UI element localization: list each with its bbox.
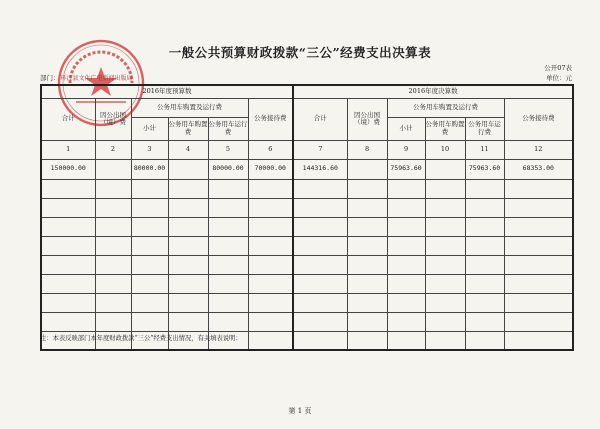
budget-abroad-header: 因公出国（境）费	[95, 98, 131, 140]
table-cell: 80000.00	[131, 159, 168, 179]
final-operation-header: 公务用车运行费	[465, 117, 504, 140]
empty-row	[41, 293, 573, 312]
table-cell: 75963.60	[387, 159, 425, 179]
form-number: 公开07表	[544, 64, 572, 72]
expenditure-table	[40, 84, 574, 351]
final-total-header: 合计	[293, 98, 347, 140]
budget-total-header: 合计	[41, 98, 95, 140]
col-number: 2	[95, 140, 131, 159]
col-number: 12	[504, 140, 573, 159]
table-row	[41, 159, 573, 179]
empty-row	[41, 236, 573, 255]
empty-row	[41, 179, 573, 198]
empty-row	[41, 255, 573, 274]
table-cell: 70000.00	[248, 159, 293, 179]
final-purchase-header: 公务用车购置费	[425, 117, 465, 140]
table-cell: 75963.60	[465, 159, 504, 179]
department-line	[40, 73, 133, 82]
col-number: 3	[131, 140, 168, 159]
budget-reception-header: 公务接待费	[248, 98, 293, 140]
col-number: 9	[387, 140, 425, 159]
col-number: 1	[41, 140, 95, 159]
col-number: 10	[425, 140, 465, 159]
department-name: 环江县文化广电新闻出版局	[60, 75, 133, 82]
unit-label: 单位：元	[546, 74, 572, 82]
table-note: 注：本表反映部门本年度财政拨款“三公”经费支出情况，有关填表说明：	[40, 335, 242, 342]
table-cell	[425, 159, 465, 179]
final-group-header: 2016年度决算数	[293, 85, 573, 98]
department-label: 部门：	[40, 74, 60, 82]
final-reception-header: 公务接待费	[504, 98, 573, 140]
budget-group-header: 2016年度预算数	[41, 85, 293, 98]
table-cell: 80000.00	[208, 159, 248, 179]
budget-operation-header: 公务用车运行费	[208, 117, 248, 140]
budget-subtotal-header: 小计	[131, 117, 168, 140]
page-title: 一般公共预算财政拨款“三公”经费支出决算表	[168, 45, 432, 60]
column-number-row	[41, 140, 573, 159]
table-cell: 150000.00	[41, 159, 95, 179]
col-number: 8	[347, 140, 387, 159]
empty-row	[41, 274, 573, 293]
col-number: 4	[168, 140, 208, 159]
table-cell	[347, 159, 387, 179]
page-number: 第 1 页	[288, 407, 312, 415]
final-subtotal-header: 小计	[387, 117, 425, 140]
empty-row	[41, 312, 573, 331]
col-number: 11	[465, 140, 504, 159]
final-vehicle-header: 公务用车购置及运行费	[387, 98, 504, 117]
col-number: 5	[208, 140, 248, 159]
col-number: 7	[293, 140, 347, 159]
table-cell	[95, 159, 131, 179]
table-cell	[168, 159, 208, 179]
final-abroad-header: 因公出国（境）费	[347, 98, 387, 140]
empty-row	[41, 217, 573, 236]
table-cell: 68353.00	[504, 159, 573, 179]
table-cell: 144316.60	[293, 159, 347, 179]
col-number: 6	[248, 140, 293, 159]
empty-row	[41, 198, 573, 217]
budget-purchase-header: 公务用车购置费	[168, 117, 208, 140]
budget-vehicle-header: 公务用车购置及运行费	[131, 98, 248, 117]
